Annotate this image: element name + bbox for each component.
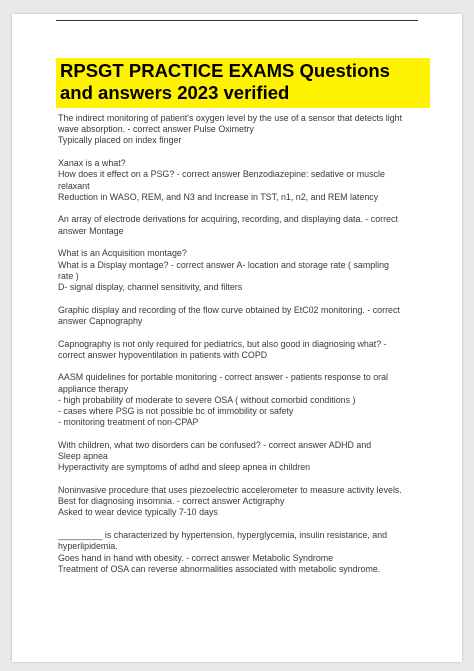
- qa-text-line: Asked to wear device typically 7-10 days: [58, 507, 218, 518]
- qa-text-line: rate ): [58, 270, 79, 281]
- qa-entry: [58, 372, 426, 428]
- qa-list: [58, 113, 426, 587]
- qa-text-line: appliance therapy: [58, 383, 129, 394]
- qa-text-line: Sleep apnea: [58, 451, 108, 462]
- qa-text-line: answer Capnography: [58, 315, 143, 326]
- qa-entry: [58, 248, 426, 293]
- title-line-2: and answers 2023 verified: [60, 82, 290, 103]
- qa-text-line: Treatment of OSA can reverse abnormalities associated with metabolic syndrome.: [58, 563, 381, 574]
- qa-text-line: With children, what two disorders can be confused? - correct answer ADHD and: [58, 439, 372, 450]
- qa-text-line: wave absorption. - correct answer Pulse Oximetry: [58, 124, 254, 135]
- qa-text-line: - cases where PSG is not possible bc of immobility or safety: [58, 406, 294, 417]
- title-line-1: RPSGT PRACTICE EXAMS Questions: [60, 60, 390, 81]
- qa-text-line: The indirect monitoring of patient's oxygen level by the use of a sensor that detects light: [58, 113, 403, 123]
- qa-text-line: Graphic display and recording of the flow curve obtained by EtC02 monitoring. - correct: [58, 304, 400, 315]
- qa-text-line: Reduction in WASO, REM, and N3 and Increase in TST, n1, n2, and REM latency: [58, 191, 379, 202]
- qa-text-line: _________ is characterized by hypertension, hyperglycemia, insulin resistance, and: [58, 530, 388, 541]
- qa-text-line: An array of electrode derivations for acquiring, recording, and displaying data. - correct: [58, 214, 398, 225]
- qa-entry: [58, 485, 426, 519]
- qa-entry: [58, 530, 426, 575]
- document-page: [12, 14, 462, 662]
- top-divider: [56, 20, 418, 21]
- qa-text-line: relaxant: [58, 180, 90, 191]
- qa-entry: [58, 339, 426, 361]
- qa-text-line: Typically placed on index finger: [58, 135, 182, 146]
- qa-text-line: Best for diagnosing insomnia. - correct answer Actigraphy: [58, 496, 285, 507]
- qa-text-line: answer Montage: [58, 225, 124, 236]
- qa-text-line: Noninvasive procedure that uses piezoelectric accelerometer to measure activity levels.: [58, 485, 402, 496]
- qa-text-line: correct answer hypoventilation in patients with COPD: [58, 349, 268, 360]
- qa-text-line: - monitoring treatment of non-CPAP: [58, 417, 199, 428]
- qa-text-line: Capnography is not only required for pediatrics, but also good in diagnosing what? -: [58, 338, 387, 349]
- qa-text-line: Xanax is a what?: [58, 158, 126, 169]
- qa-entry: [58, 440, 426, 474]
- qa-text-line: How does it effect on a PSG? - correct answer Benzodiazepine: sedative or muscle: [58, 169, 385, 180]
- qa-text-line: AASM quidelines for portable monitoring - correct answer - patients response to oral: [58, 372, 389, 383]
- qa-text-line: What is an Acquisition montage?: [58, 248, 187, 259]
- qa-entry: [58, 305, 426, 327]
- qa-text-line: Goes hand in hand with obesity. - correct answer Metabolic Syndrome: [58, 552, 334, 563]
- qa-text-line: D- signal display, channel sensitivity, and filters: [58, 281, 243, 292]
- qa-text-line: - high probability of moderate to severe OSA ( without comorbid conditions ): [58, 394, 356, 405]
- qa-entry: [58, 214, 426, 236]
- qa-entry: [58, 113, 426, 147]
- document-title: [56, 58, 430, 108]
- qa-text-line: Hyperactivity are symptoms of adhd and sleep apnea in children: [58, 462, 311, 473]
- qa-text-line: What is a Display montage? - correct answer A- location and storage rate ( sampling: [58, 259, 389, 270]
- qa-text-line: hyperlipidemia.: [58, 541, 118, 552]
- qa-entry: [58, 158, 426, 203]
